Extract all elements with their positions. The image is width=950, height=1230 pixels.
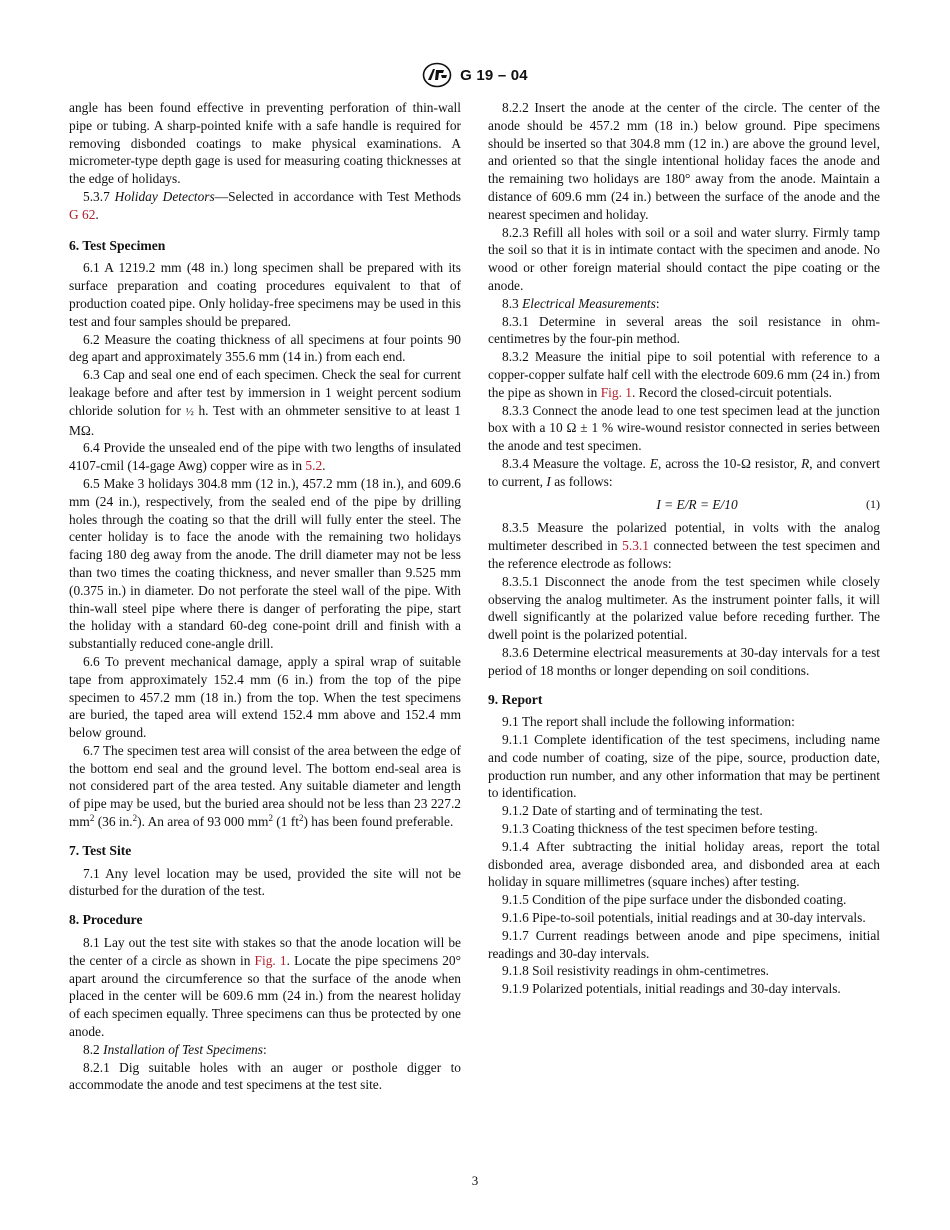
link-5-2[interactable]: 5.2 [305,458,323,474]
page-number: 3 [471,1173,479,1188]
paragraph-5-3-7: 5.3.7 Holiday Detectors—Selected in accordance with Test Methods G 62. [69,188,461,222]
page-header [0,62,950,88]
paragraph-9-1-5: 9.1.5 Condition of the pipe surface under the disbonded coating. [502,892,847,908]
section-heading-6: 6. Test Specimen [69,237,166,253]
paragraph-8-3-5-1: 8.3.5.1 Disconnect the anode from the test specimen while closely observing the analog multimeter. As the instrument pointer falls, it will dwell significantly at the polarized value before receding further. The dwell point is the polarized potential. [488,573,880,643]
link-fig-1[interactable]: Fig. 1 [600,384,632,400]
equation-formula: I = E/R = E/10 [656,496,738,512]
paragraph-7-1: 7.1 Any level location may be used, provided the site will not be disturbed for the duration of the test. [69,865,461,899]
paragraph-8-2-2: 8.2.2 Insert the anode at the center of the circle. The center of the anode should be 457.2 mm (18 in.) below ground. Pipe specimens should be inserted so that 304.8 mm (12 in.) are above the ground level, and oriented so that the single intentional holiday faces the anode and the remaining two holidays are 180° away from the anode. Maintain a distance of 609.6 mm (24 in.) between the surface of the anode and the nearest specimen and holiday. [488,100,880,222]
paragraph-6-1: 6.1 A 1219.2 mm (48 in.) long specimen shall be prepared with its surface preparation and coating procedures equivalent to that of production coated pipe. Only holiday-free specimens may be used in this test and four samples should be prepared. [69,260,461,329]
paragraph-8-3-1: 8.3.1 Determine in several areas the soil resistance in ohm-centimetres by the four-pin method. [488,313,880,347]
astm-logo-icon [422,62,452,88]
paragraph-8-3-2: 8.3.2 Measure the initial pipe to soil potential with reference to a copper-copper sulfate half cell with the electrode 609.6 mm (24 in.) from the pipe as shown in Fig. 1. Record the closed-circuit potentials. [488,349,881,400]
paragraph-9-1-3: 9.1.3 Coating thickness of the test specimen before testing. [502,821,818,837]
paragraph-9-1-7: 9.1.7 Current readings between anode and pipe specimens, initial readings and 30-day intervals. [488,927,880,961]
paragraph-8-3-3: 8.3.3 Connect the anode lead to one test specimen lead at the junction box with a 10 Ω ± 1 % wire-wound resistor connected in series between the anode and test specimen. [488,402,880,454]
link-fig-1[interactable]: Fig. 1 [254,952,287,968]
paragraph-9-1-2: 9.1.2 Date of starting and of terminating the test. [502,803,763,819]
left-column [69,99,461,1094]
paragraph-continued: angle has been found effective in preventing perforation of thin-wall pipe or tubing. A sharp-pointed knife with a safe handle is required for removing disbonded coatings to make physical examinations. A micrometer-type depth gage is used for measuring coating thicknesses at the edge of holidays. [69,100,461,187]
paragraph-6-5: 6.5 Make 3 holidays 304.8 mm (12 in.), 457.2 mm (18 in.), and 609.6 mm (24 in.), respectively, from the sealed end of the pipe by drilling holes through the coating so that the drill will fully enter the steel. The center holiday is to face the anode with the remaining two holidays facing 180 deg away from the anode. The drill diameter may not be less than two times the coating thickness, and never smaller than 9.525 mm (0.375 in.) in diameter. Do not perforate the steel wall of the pipe. With thin-wall steel pipe where there is danger of perforating the pipe, start the holiday with a standard 60-deg cone-point drill and finish with a substantially reduced cone-angle drill. [69,475,461,652]
paragraph-8-2-3: 8.2.3 Refill all holes with soil or a soil and water slurry. Firmly tamp the soil so that it is in intimate contact with the specimen and anode. No wood or other foreign material should contact the pipe coating or the anode. [488,224,880,293]
paragraph-6-4: 6.4 Provide the unsealed end of the pipe with two lengths of insulated 4107-cmil (14-gage Awg) copper wire as in 5.2. [69,440,461,474]
link-5-3-1[interactable]: 5.3.1 [622,538,649,554]
paragraph-8-2: 8.2 Installation of Test Specimens: [83,1041,267,1057]
paragraph-6-6: 6.6 To prevent mechanical damage, apply a spiral wrap of suitable tape from approximately 152.4 mm (6 in.) from the top of the pipe specimen to 457.2 mm (18 in.) from the top. When the test specimens are buried, the taped area will extend 152.4 mm above and 152.4 mm below ground. [69,653,461,741]
link-g62[interactable]: G 62 [69,206,96,222]
paragraph-9-1-9: 9.1.9 Polarized potentials, initial readings and 30-day intervals. [502,981,841,997]
equation-number: (1) [866,496,880,511]
paragraph-8-3: 8.3 Electrical Measurements: [502,295,660,311]
paragraph-8-3-5: 8.3.5 Measure the polarized potential, in volts with the analog multimeter described in 5.3.1 connected between the test specimen and the reference electrode as follows: [488,520,881,571]
paragraph-8-3-6: 8.3.6 Determine electrical measurements at 30-day intervals for a test period of 18 months or longer depending on soil conditions. [488,644,880,678]
right-column [488,99,880,998]
section-heading-9: 9. Report [488,691,543,707]
paragraph-9-1-1: 9.1.1 Complete identification of the test specimens, including name and code number of coating, size of the pipe, source, production date, production run number, and any other information that may be pertinent to identification. [488,732,880,801]
paragraph-9-1-4: 9.1.4 After subtracting the initial holiday areas, report the total disbonded area, average disbonded area, and disbonded area at each holiday in square millimetres (square inches) after testing. [488,838,880,890]
equation-1 [488,496,880,514]
document-designation: G 19 – 04 [460,66,528,84]
paragraph-6-3: 6.3 Cap and seal one end of each specimen. Check the seal for current leakage before and after test by immersion in 1 weight percent sodium chloride solution for ½ h. Test with an ohmmeter sensitive to at least 1 MΩ. [69,367,461,438]
paragraph-6-7: 6.7 The specimen test area will consist of the area between the edge of the bottom end seal and the ground level. The bottom end-seal area is not considered part of the area tested. Any suitable diameter and length of pipe may be used, but the buried area should not be less than 23 227.2 $mm^2$ (36 in.$^2$). An area of 93 000 $mm^2$ (1 $ft^2$) has been found preferable. [69,742,461,830]
holiday-detectors-title: Holiday Detectors [114,188,215,204]
paragraph-9-1-8: 9.1.8 Soil resistivity readings in ohm-centimetres. [502,963,770,979]
paragraph-9-1-6: 9.1.6 Pipe-to-soil potentials, initial readings and at 30-day intervals. [502,910,866,926]
section-heading-7: 7. Test Site [69,842,132,858]
paragraph-8-3-4: 8.3.4 Measure the voltage. E, across the 10-Ω resistor, R, and convert to current, I as follows: [488,455,881,489]
paragraph-9-1: 9.1 The report shall include the following information: [502,714,795,730]
section-heading-8: 8. Procedure [69,912,143,928]
paragraph-8-2-1: 8.2.1 Dig suitable holes with an auger or posthole digger to accommodate the anode and test specimens at the test site. [69,1059,461,1093]
paragraph-6-2: 6.2 Measure the coating thickness of all specimens at four points 90 deg apart and approximately 355.6 mm (14 in.) from each end. [69,331,461,365]
paragraph-8-1: 8.1 Lay out the test site with stakes so that the anode location will be the center of a circle as shown in Fig. 1. Locate the pipe specimens 20° apart around the circumference so that the surface of the anode when placed in the center will be 609.6 mm (24 in.) from the nearest holiday of each specimen equally. Three specimens can thus be protected by one anode. [69,935,461,1040]
